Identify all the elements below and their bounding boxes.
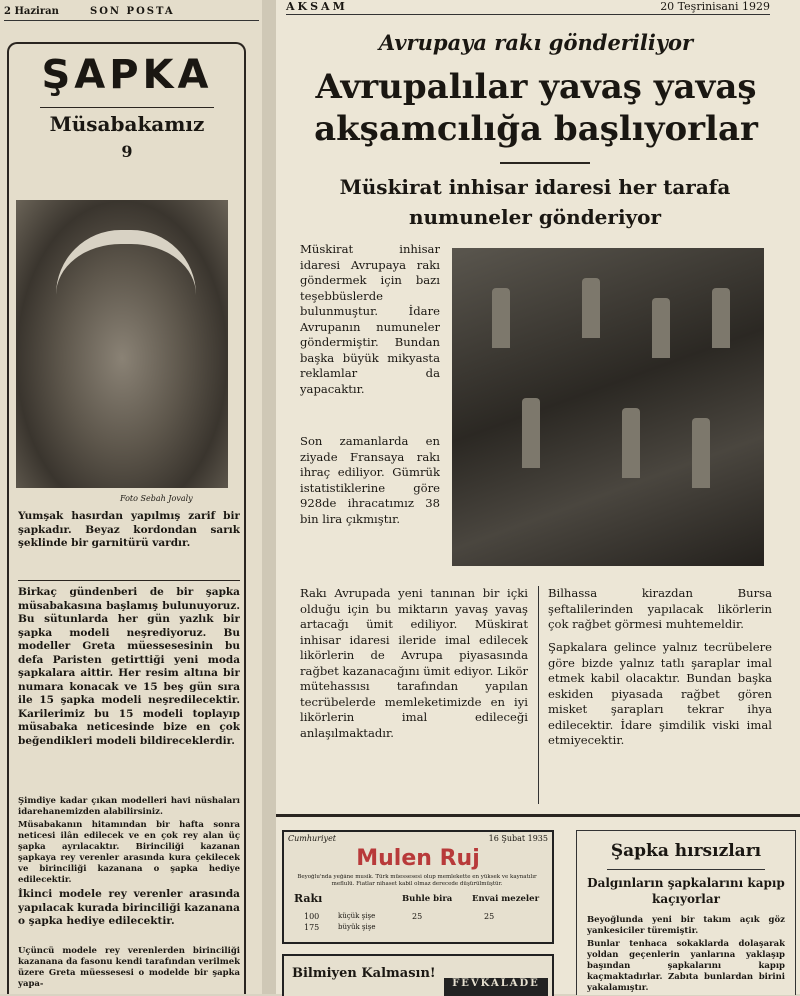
bilmiyen-title: Bilmiyen Kalmasın! [292,966,436,981]
headline-line-2: akşamcılığa başlıyorlar [314,109,758,149]
article-body-top-2: Son zamanlarda en ziyade Fransaya rakı ihraç ediliyor. Gümrük istatistiklerine göre 928de ihracatımız 38 bin lira çıkmıştır. [300,434,440,526]
section-rule [18,580,240,581]
deck-line-1: Müskirat inhisar idaresi her tarafa [339,175,731,199]
bottle-shape [582,278,600,338]
ad-date: 16 Şubat 1935 [488,834,548,843]
bottle-shape [692,418,710,488]
bottle-shape [492,288,510,348]
article-body-right-2: Şapkalara gelince yalnız tecrübelere göre bizde yalnız tatlı şaraplar imal etmek kabil olacaktır. Bundan başka eskiden piyasada rağbet gören misket şarapları tekrar ihya edilecektir. İdare şimdilik viski imal etmiyecektir. [548,640,772,747]
hirsiz-subtitle: Dalgınların şapkalarını kapıp kaçıyorlar [587,876,785,906]
sapka-hirsiz-article [576,830,796,995]
hirsiz-title: Şapka hırsızları [610,841,762,861]
ad-col-raki: Rakı [294,892,323,905]
ad-paper-name: Cumhuriyet [288,834,337,843]
headline-line-1: Avrupalılar yavaş yavaş [315,67,757,107]
bottle-shape [622,408,640,478]
page-gutter [262,0,276,994]
bottle-shape [652,298,670,358]
deck-line-2: numuneler gönderiyor [408,205,662,229]
mulen-ruj-ad [282,830,554,944]
bottle-shape [712,288,730,348]
contest-paragraph-2: Şimdiye kadar çıkan modelleri havi nüshaları idarehanemizden alabilirsiniz. [18,796,240,817]
bottle-shape [522,398,540,468]
ad-meze-price: 25 [484,912,495,921]
hat-band-shape [56,230,196,304]
article-deck [300,172,770,232]
fevkalade-badge: FEVKALADE [444,978,548,996]
contest-number: 9 [121,142,133,161]
ad-beer-price: 25 [412,912,423,921]
contest-title: ŞAPKA [41,52,213,98]
contest-paragraph-5: Üçüncü modele rey verenlerden birinciliği kazanana da fasonu kendi tarafından verilmek üzere Greta müessesesi o modelde bir şapka yapa- [18,946,240,989]
left-page-header [4,4,259,21]
article-kicker: Avrupaya rakı gönderiliyor [378,30,694,55]
ad-price-175: 175 [304,923,320,932]
article-headline [286,66,786,150]
headline-divider [500,162,590,164]
right-page-header [286,0,770,15]
photo-caption: Foto Sebah Jovaly [120,494,193,503]
left-header-date: 2 Haziran [4,6,59,17]
contest-paragraph-4: İkinci modele rey verenler arasında yapılacak kurada birinciliği kazanana o şapka hediye edilecektir. [18,888,240,927]
contest-subtitle: Müsabakamız [49,112,205,136]
title-divider [40,107,214,108]
section-rule [276,814,800,817]
ad-fine-print: Beyoğlu'nda yeğâne musik. Türk müessesesi olup memlekette en yüksek ve kaynatılır meflulü. Fiatlar nihaset kabil olmaz derecede düşürülmüştür. [297,874,537,887]
hat-model-photo [16,200,228,488]
article-body-left: Rakı Avrupada yeni tanınan bir içki olduğu için bu miktarın yavaş yavaş artacağı ümit ediliyor. Müskirat inhisar idaresi ileride imal edilecek likörlerin de Avrupa piyasasında rağbet kazanacağını ümit ediyor. Likör mütehassısı tarafından yapılan tecrübelerde memleketimizde en iyi likörlerin imal edileceği anlaşılmaktadır. [300,586,528,740]
column-rule [538,586,539,804]
ad-col-bira: Buhle bira [402,894,453,904]
ad-col-meze: Envai mezeler [472,894,540,904]
right-header-date: 20 Teşrinisani 1929 [660,0,770,13]
ad-price-100: 100 [304,912,320,921]
ad-large-bottle: büyük şişe [338,923,376,931]
hirsiz-paragraph-1: Beyoğlunda yeni bir takım açık göz yankesiciler türemiştir. [587,915,785,936]
contest-paragraph-1: Birkaç gündenberi de bir şapka müsabakasına başlamış bulunuyoruz. Bu sütunlarda her gün yazlık bir şapka modeli neşrediyoruz. Bu modeller Greta müessesesinin bu defa Paristen getirttiği yeni moda şapkalara aittir. Her resim altına bir numara konacak ve 15 beş gün sıra ile 15 şapka modeli neşredilecektir. Karilerimiz bu 15 modeli toplayıp müsabaka neticesinde bize en çok beğendikleri modeli bildireceklerdir. [18,586,240,747]
bilmiyen-ad [282,954,554,996]
article-body-right-1: Bilhassa kirazdan Bursa şeftalilerinden yapılacak likörlerin çok rağbet görmesi muhtemeldir. [548,586,772,631]
ad-brand: Mulen Ruj [356,846,480,871]
ad-small-bottle: küçük şişe [338,912,376,920]
contest-paragraph-3: Müsabakanın hitamından bir hafta sonra neticesi ilân edilecek ve en çok rey alan üç şapka ayrılacaktır. Birinciliği kazanan şapkaya rey verenler arasında kura çekilecek ve birinciliği kazanana o şapka hediye edilecektir. [18,820,240,885]
hirsiz-paragraph-2: Bunlar tenhaca sokaklarda dolaşarak yoldan geçenlerin yanlarına yaklaşıp başından şapkalarını kapıp kaçmaktadırlar. Zabıta bunlardan birini yakalamıştır. [587,939,785,993]
left-header-paper: SON POSTA [90,6,175,17]
liquor-bottles-photo [452,248,764,566]
hirsiz-divider [607,869,765,870]
right-header-paper: AKSAM [286,0,348,13]
article-body-top: Müskirat inhisar idaresi Avrupaya rakı göndermek için bazı teşebbüslerde bulunmuştur. İdare Avrupanın numuneler göndermiştir. Bundan başka büyük mikyasta reklamlar da yapacaktır. [300,242,440,396]
photo-intro-text: Yumşak hasırdan yapılmış zarif bir şapkadır. Beyaz kordondan sarık şeklinde bir garnitürü vardır. [18,510,240,549]
